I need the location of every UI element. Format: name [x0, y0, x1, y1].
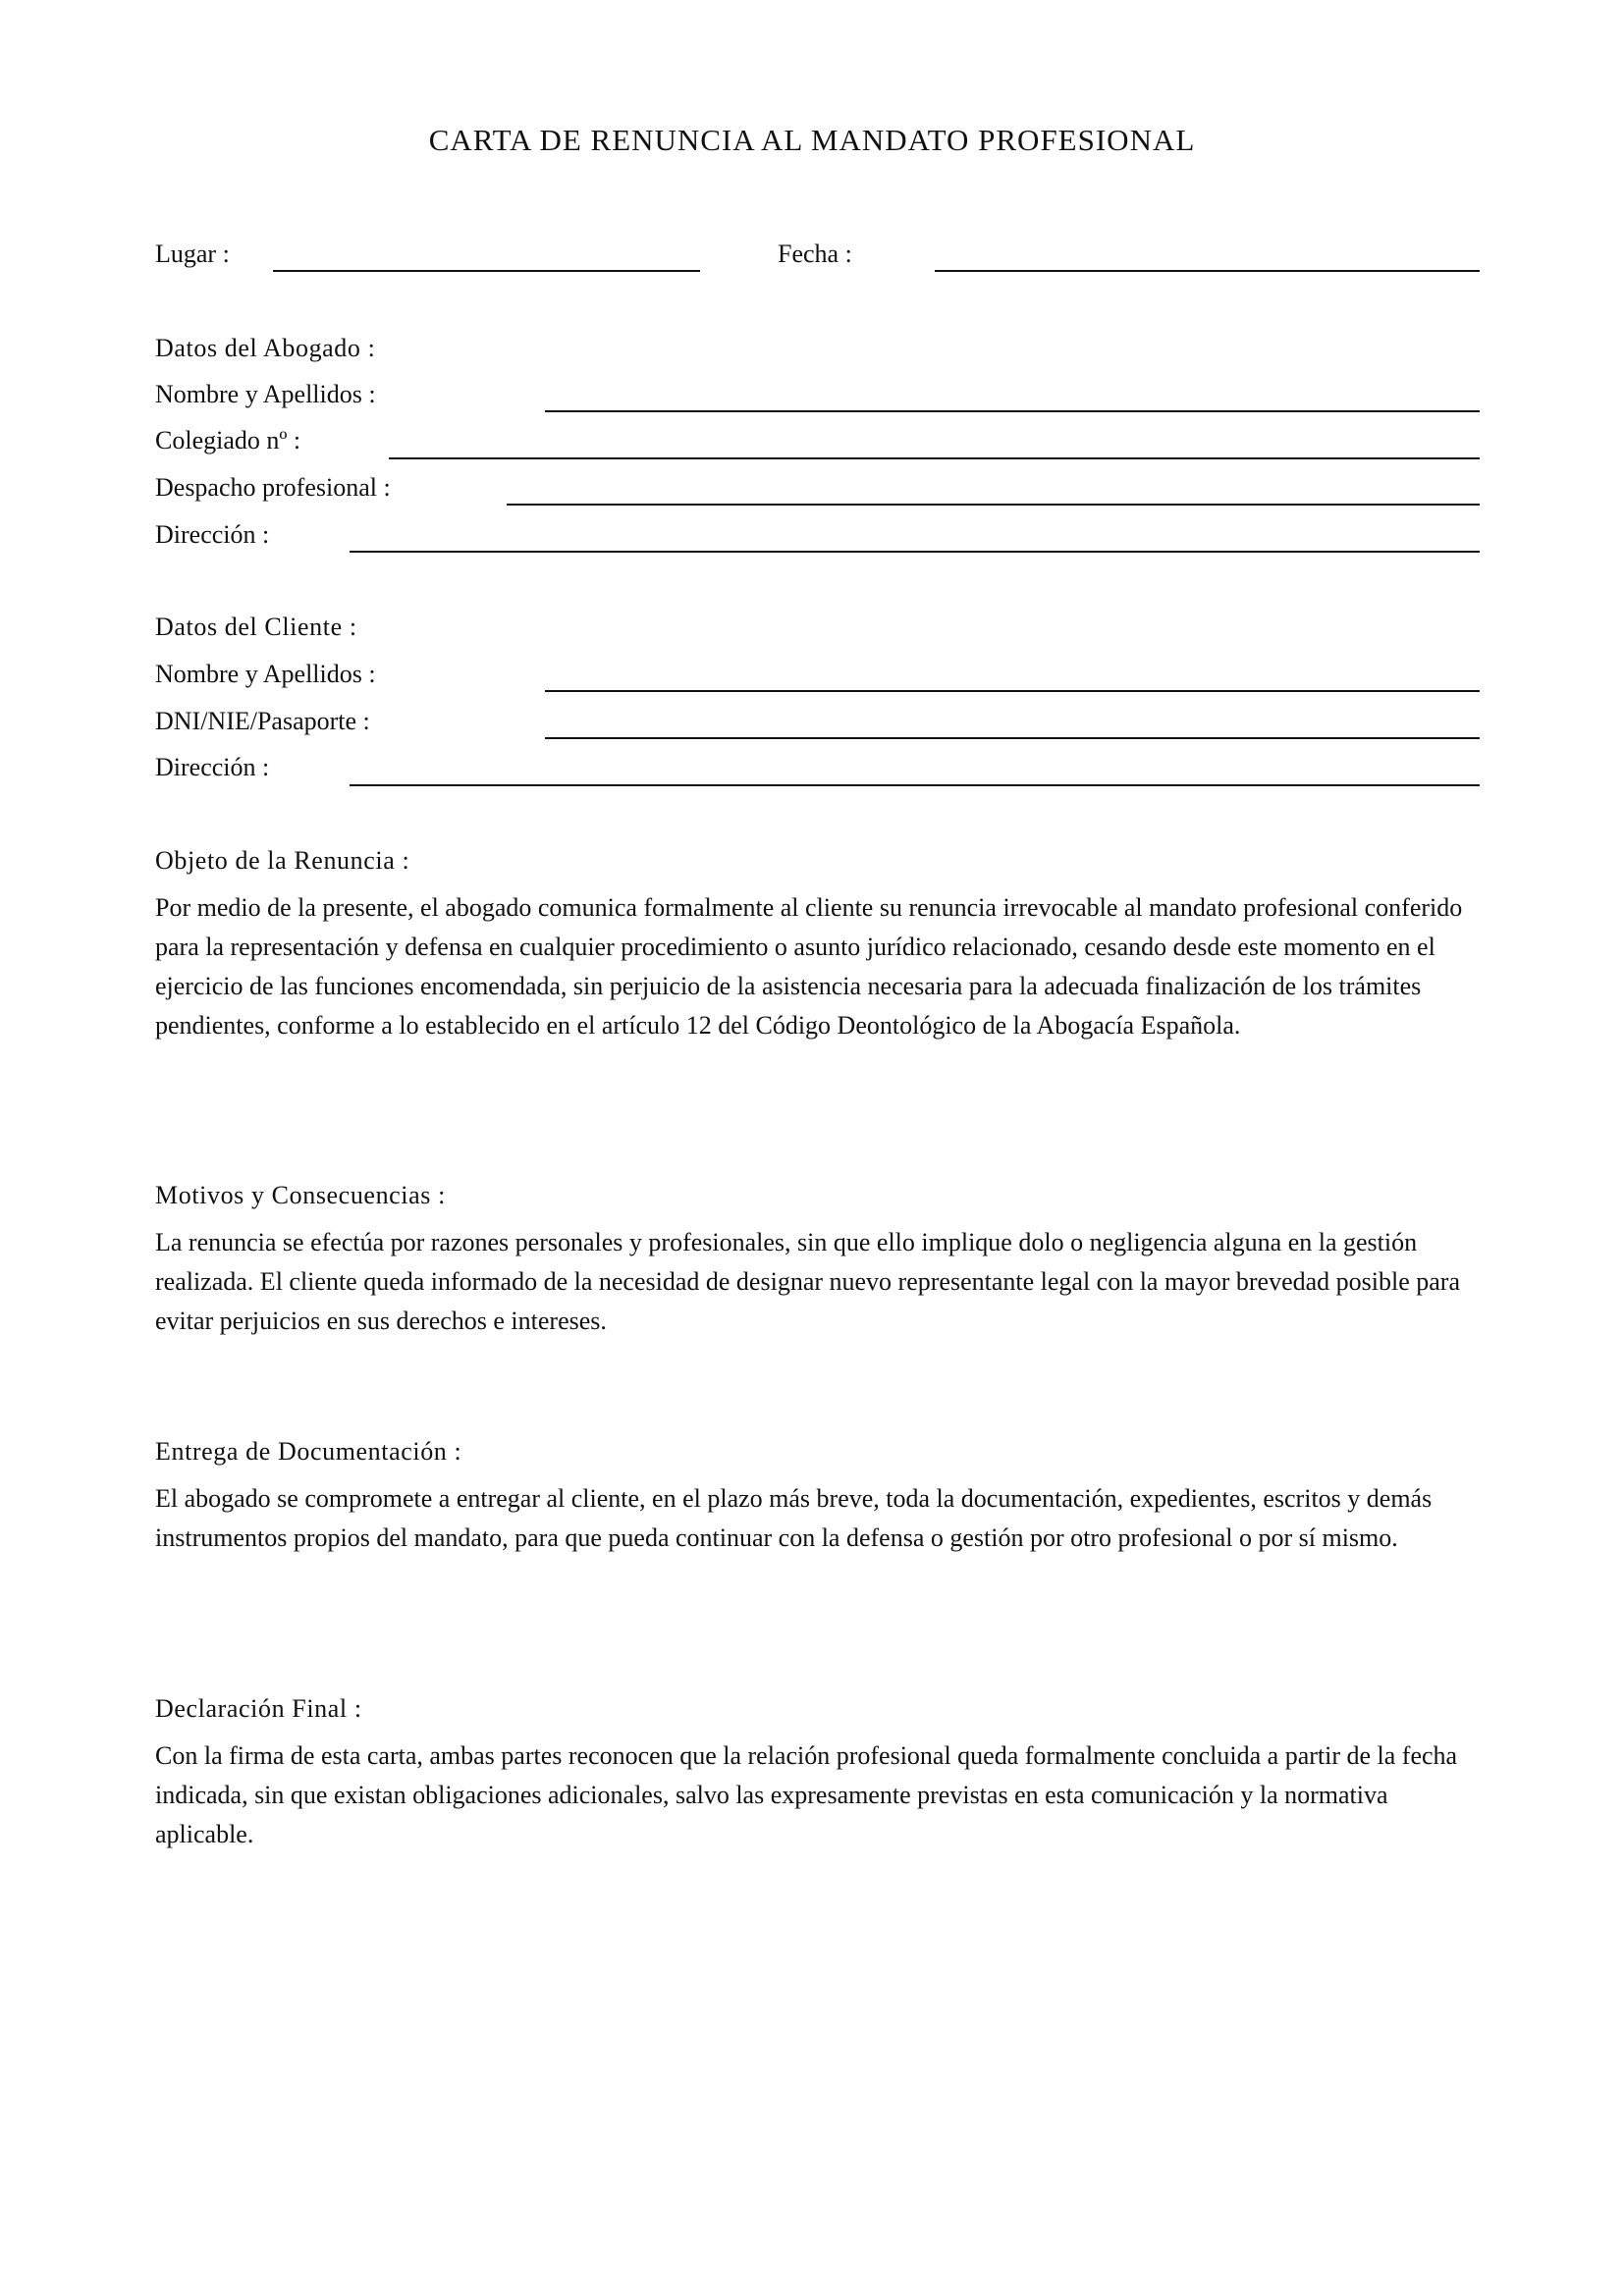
section-heading-documentation: Entrega de Documentación :: [155, 1437, 462, 1466]
client-id-field-line[interactable]: [545, 737, 1480, 739]
client-name-field-line[interactable]: [545, 690, 1480, 692]
client-address-field-line[interactable]: [350, 784, 1480, 786]
document-title: CARTA DE RENUNCIA AL MANDATO PROFESIONAL: [428, 123, 1196, 157]
client-id-label: DNI/NIE/Pasaporte :: [155, 707, 370, 735]
lawyer-name-label: Nombre y Apellidos :: [155, 380, 376, 408]
date-field-line[interactable]: [935, 270, 1480, 272]
lawyer-registration-label: Colegiado nº :: [155, 426, 301, 454]
client-name-label: Nombre y Apellidos :: [155, 660, 376, 688]
section-body-reasons: La renuncia se efectúa por razones personales y profesionales, sin que ello implique dolo o negligencia alguna en la gestión realizada. El cliente queda informado de la necesidad de designar nuevo representante legal con la mayor brevedad posible para evitar perjuicios en sus derechos e intereses.: [155, 1228, 1461, 1335]
client-section-heading: Datos del Cliente :: [155, 613, 357, 641]
date-label: Fecha :: [778, 240, 852, 268]
lawyer-office-label: Despacho profesional :: [155, 473, 391, 502]
section-body-documentation: El abogado se compromete a entregar al cliente, en el plazo más breve, toda la documentación, expedientes, escritos y demás instrumentos propios del mandato, para que pueda continuar con la defensa o gestión por otro profesional o por sí mismo.: [155, 1484, 1433, 1552]
client-address-label: Dirección :: [155, 753, 270, 781]
lawyer-name-field-line[interactable]: [545, 410, 1480, 412]
place-field-line[interactable]: [273, 270, 700, 272]
lawyer-section-heading: Datos del Abogado :: [155, 334, 376, 362]
section-heading-reasons: Motivos y Consecuencias :: [155, 1181, 446, 1209]
lawyer-registration-field-line[interactable]: [389, 457, 1480, 459]
section-heading-final: Declaración Final :: [155, 1694, 362, 1723]
place-label: Lugar :: [155, 240, 230, 268]
lawyer-address-field-line[interactable]: [350, 551, 1480, 553]
section-body-final: Con la firma de esta carta, ambas partes reconocen que la relación profesional queda formalmente concluida a partir de la fecha indicada, sin que existan obligaciones adicionales, salvo las expresamente previstas en esta comunicación y la normativa aplicable.: [155, 1741, 1458, 1848]
lawyer-office-field-line[interactable]: [507, 504, 1480, 506]
lawyer-address-label: Dirección :: [155, 520, 270, 549]
section-heading-object: Objeto de la Renuncia :: [155, 846, 410, 875]
section-body-object: Por medio de la presente, el abogado comunica formalmente al cliente su renuncia irrevocable al mandato profesional conferido para la representación y defensa en cualquier procedimiento o asunto jurídico relacionado, cesando desde este momento en el ejercicio de las funciones encomendada, sin perjuicio de la asistencia necesaria para la adecuada finalización de los trámites pendientes, conforme a lo establecido en el artículo 12 del Código Deontológico de la Abogacía Española.: [155, 893, 1463, 1040]
